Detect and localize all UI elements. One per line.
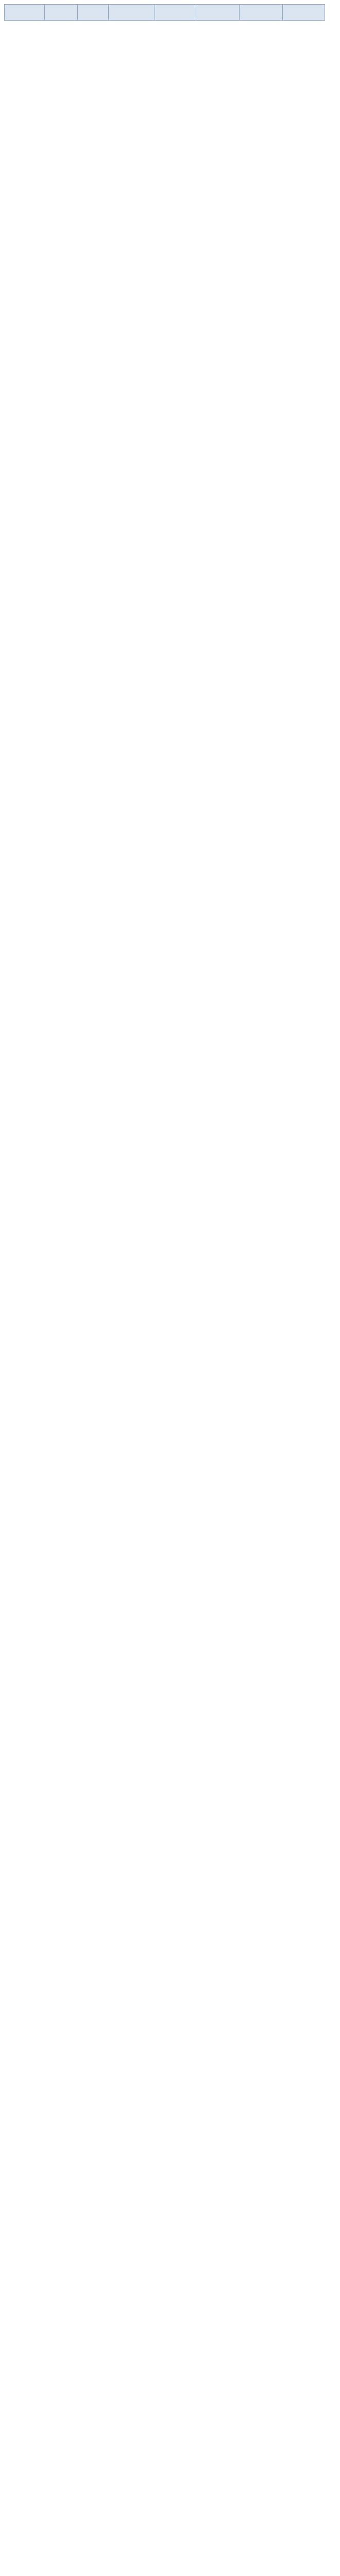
header-stock-code (5, 5, 45, 21)
stock-data-table (4, 4, 325, 21)
header-row (5, 5, 325, 21)
header-metric-b (240, 5, 283, 21)
header-close-price (78, 5, 109, 21)
header-industry (109, 5, 155, 21)
header-metric-c (283, 5, 325, 21)
table-header (5, 5, 325, 21)
header-stock-name (45, 5, 78, 21)
header-market-cap (155, 5, 196, 21)
header-metric-a (196, 5, 240, 21)
